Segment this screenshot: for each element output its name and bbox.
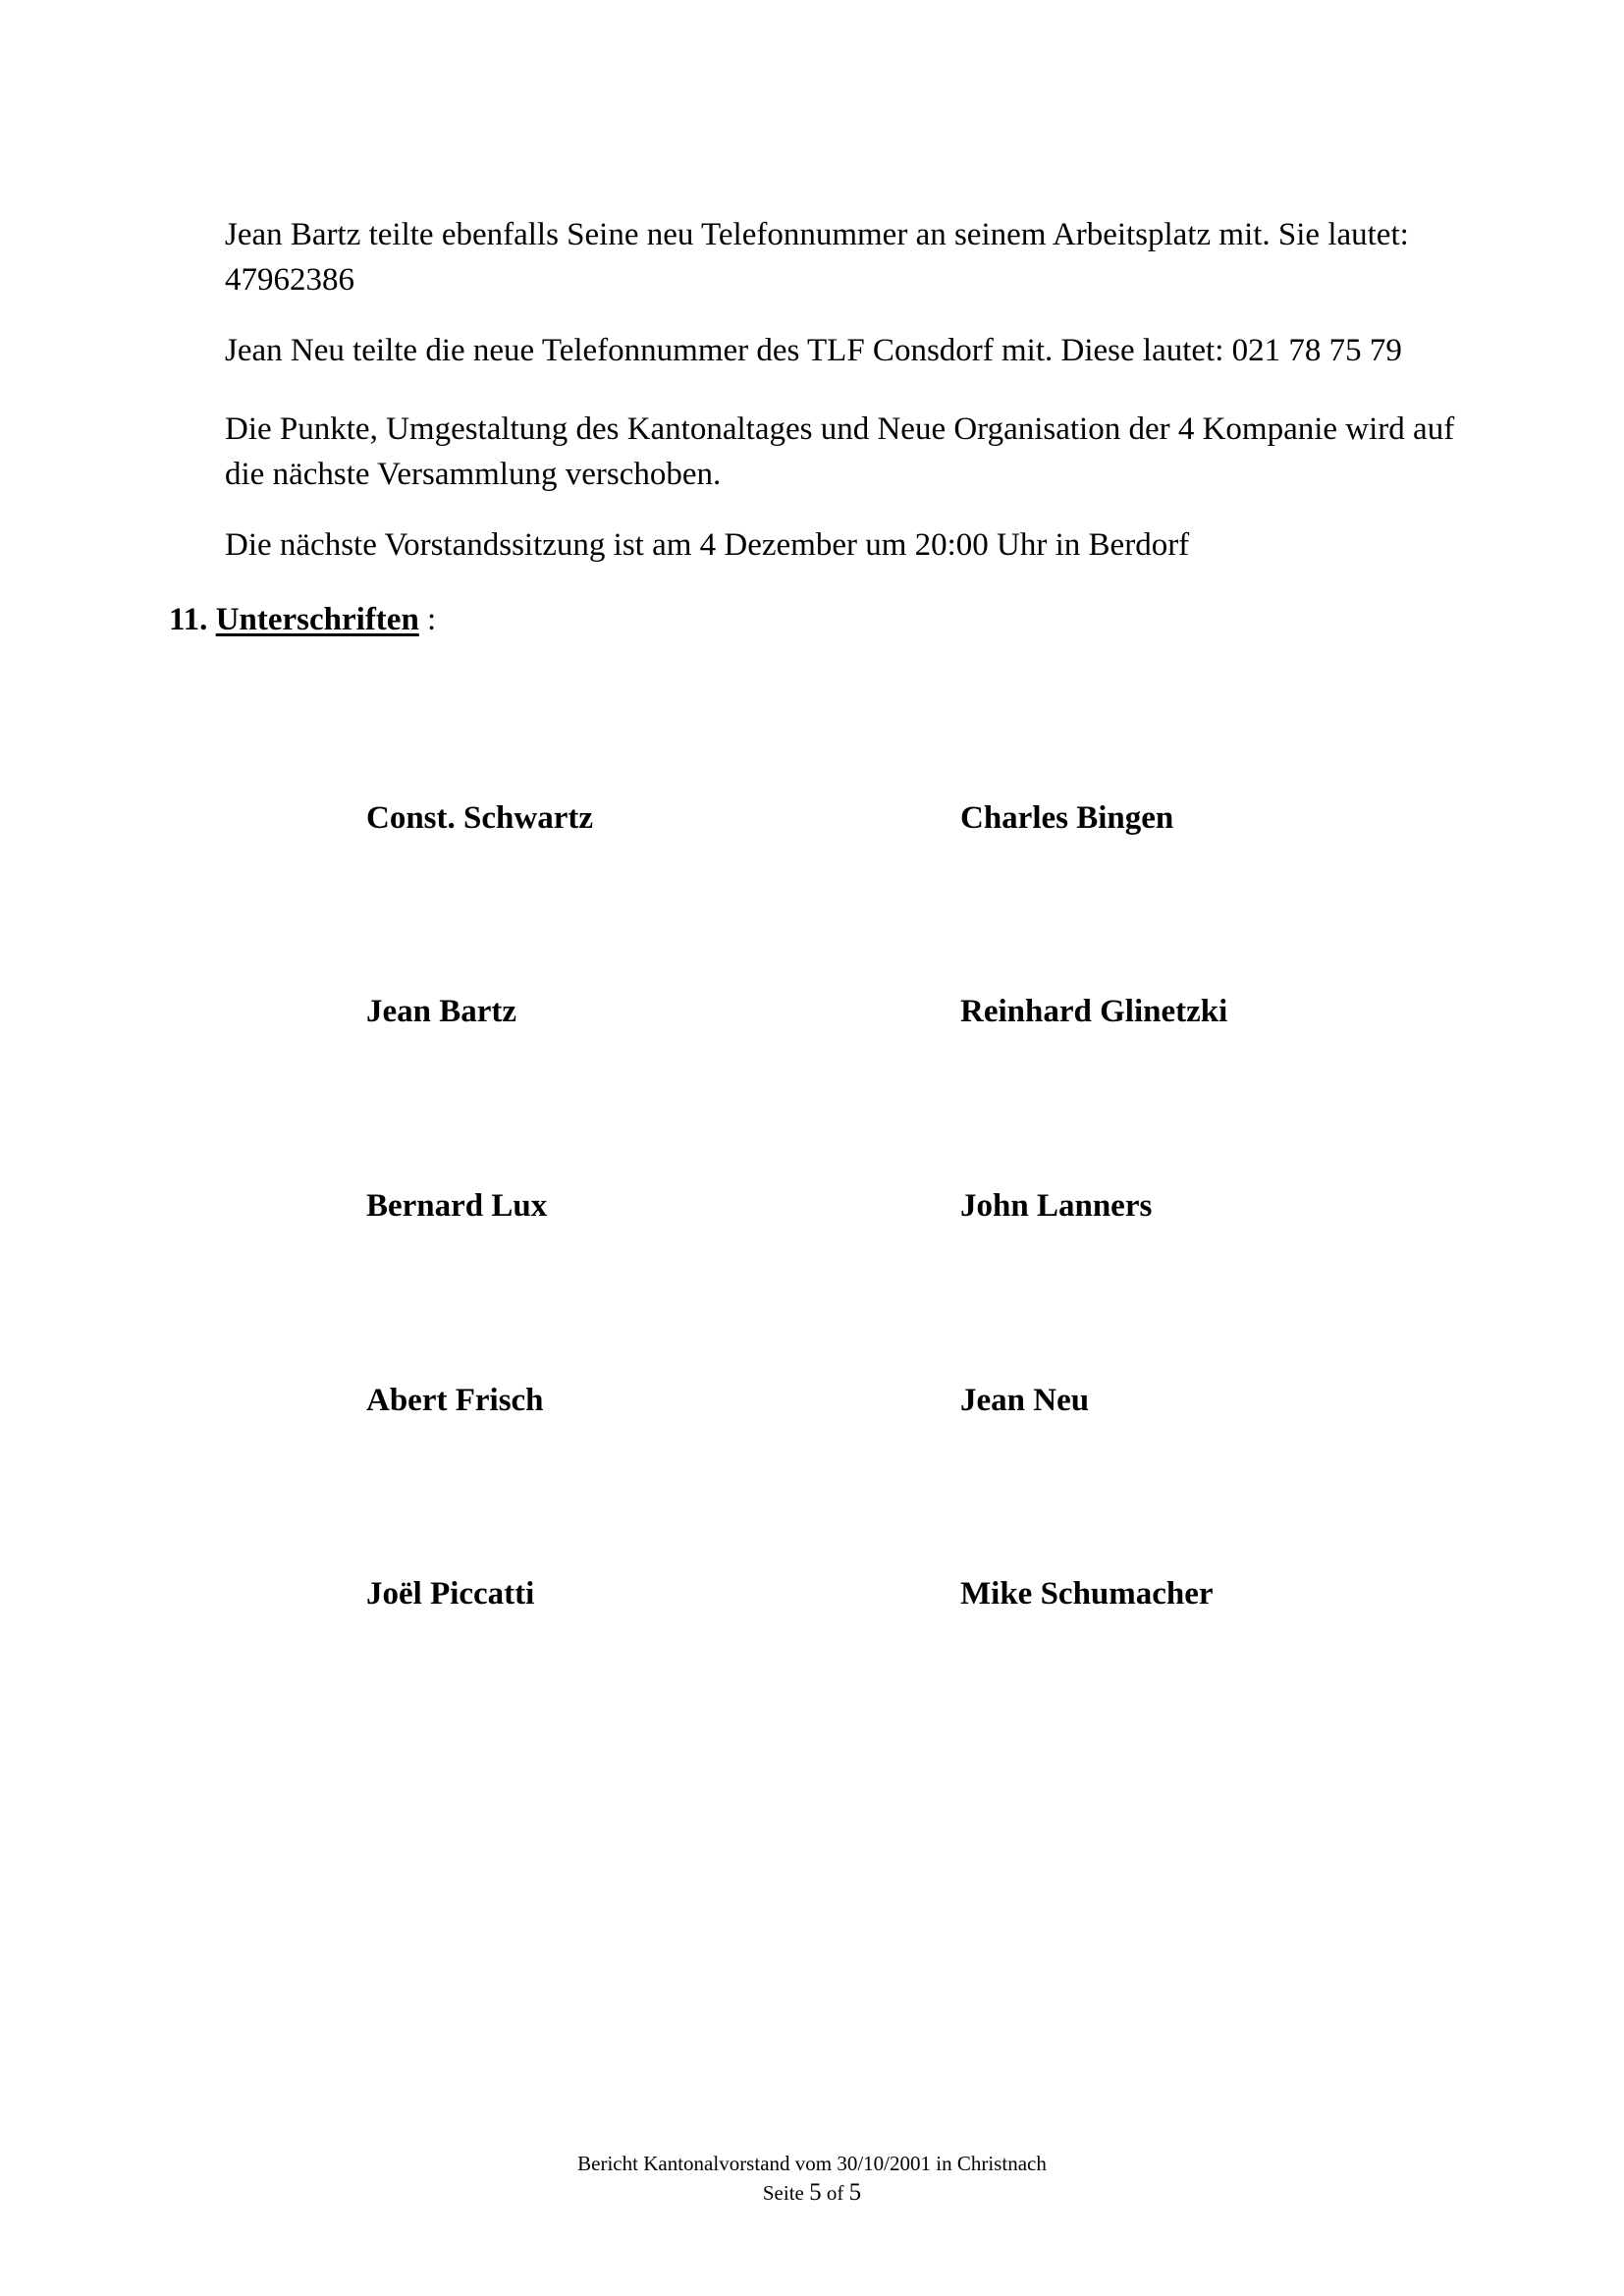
- footer-page-of: of: [826, 2181, 844, 2205]
- signature-name: Reinhard Glinetzki: [960, 994, 1228, 1029]
- footer-report-title: Bericht Kantonalvorstand vom 30/10/2001 in Christnach: [577, 2152, 1047, 2175]
- signature-name: Joël Piccatti: [366, 1576, 535, 1612]
- paragraph-phone-tlf: Jean Neu teilte die neue Telefonnummer des TLF Consdorf mit. Diese lautet: 021 78 75 79: [225, 333, 1402, 368]
- paragraph-line: die nächste Versammlung verschoben.: [225, 457, 722, 492]
- paragraph-line: Jean Bartz teilte ebenfalls Seine neu Telefonnummer an seinem Arbeitsplatz mit. Sie lautet:: [225, 217, 1409, 252]
- signature-name: Mike Schumacher: [960, 1576, 1214, 1612]
- section-title: Unterschriften: [215, 602, 419, 637]
- section-suffix: :: [418, 602, 437, 637]
- signature-name: Abert Frisch: [366, 1383, 544, 1418]
- footer-page-number: [0, 2178, 1624, 2208]
- footer-page-current: 5: [809, 2179, 822, 2206]
- paragraph-phone-bartz: [225, 212, 1501, 302]
- paragraph-next-meeting: Die nächste Vorstandssitzung ist am 4 Dezember um 20:00 Uhr in Berdorf: [225, 527, 1190, 563]
- signature-name: Bernard Lux: [366, 1188, 548, 1224]
- paragraph-postponed-topics: [225, 407, 1501, 497]
- paragraph-line: 47962386: [225, 262, 354, 298]
- footer-page-total: 5: [848, 2179, 862, 2206]
- paragraph-line: Die Punkte, Umgestaltung des Kantonaltages und Neue Organisation der 4 Kompanie wird auf: [225, 411, 1455, 447]
- signature-name: Const. Schwartz: [366, 800, 593, 836]
- signature-name: Jean Neu: [960, 1383, 1090, 1418]
- section-heading-signatures: [169, 597, 436, 642]
- section-number: 11.: [169, 602, 208, 637]
- signature-name: John Lanners: [960, 1188, 1153, 1224]
- footer-page-label: Seite: [762, 2181, 804, 2205]
- signature-name: Jean Bartz: [366, 994, 517, 1029]
- signature-name: Charles Bingen: [960, 800, 1174, 836]
